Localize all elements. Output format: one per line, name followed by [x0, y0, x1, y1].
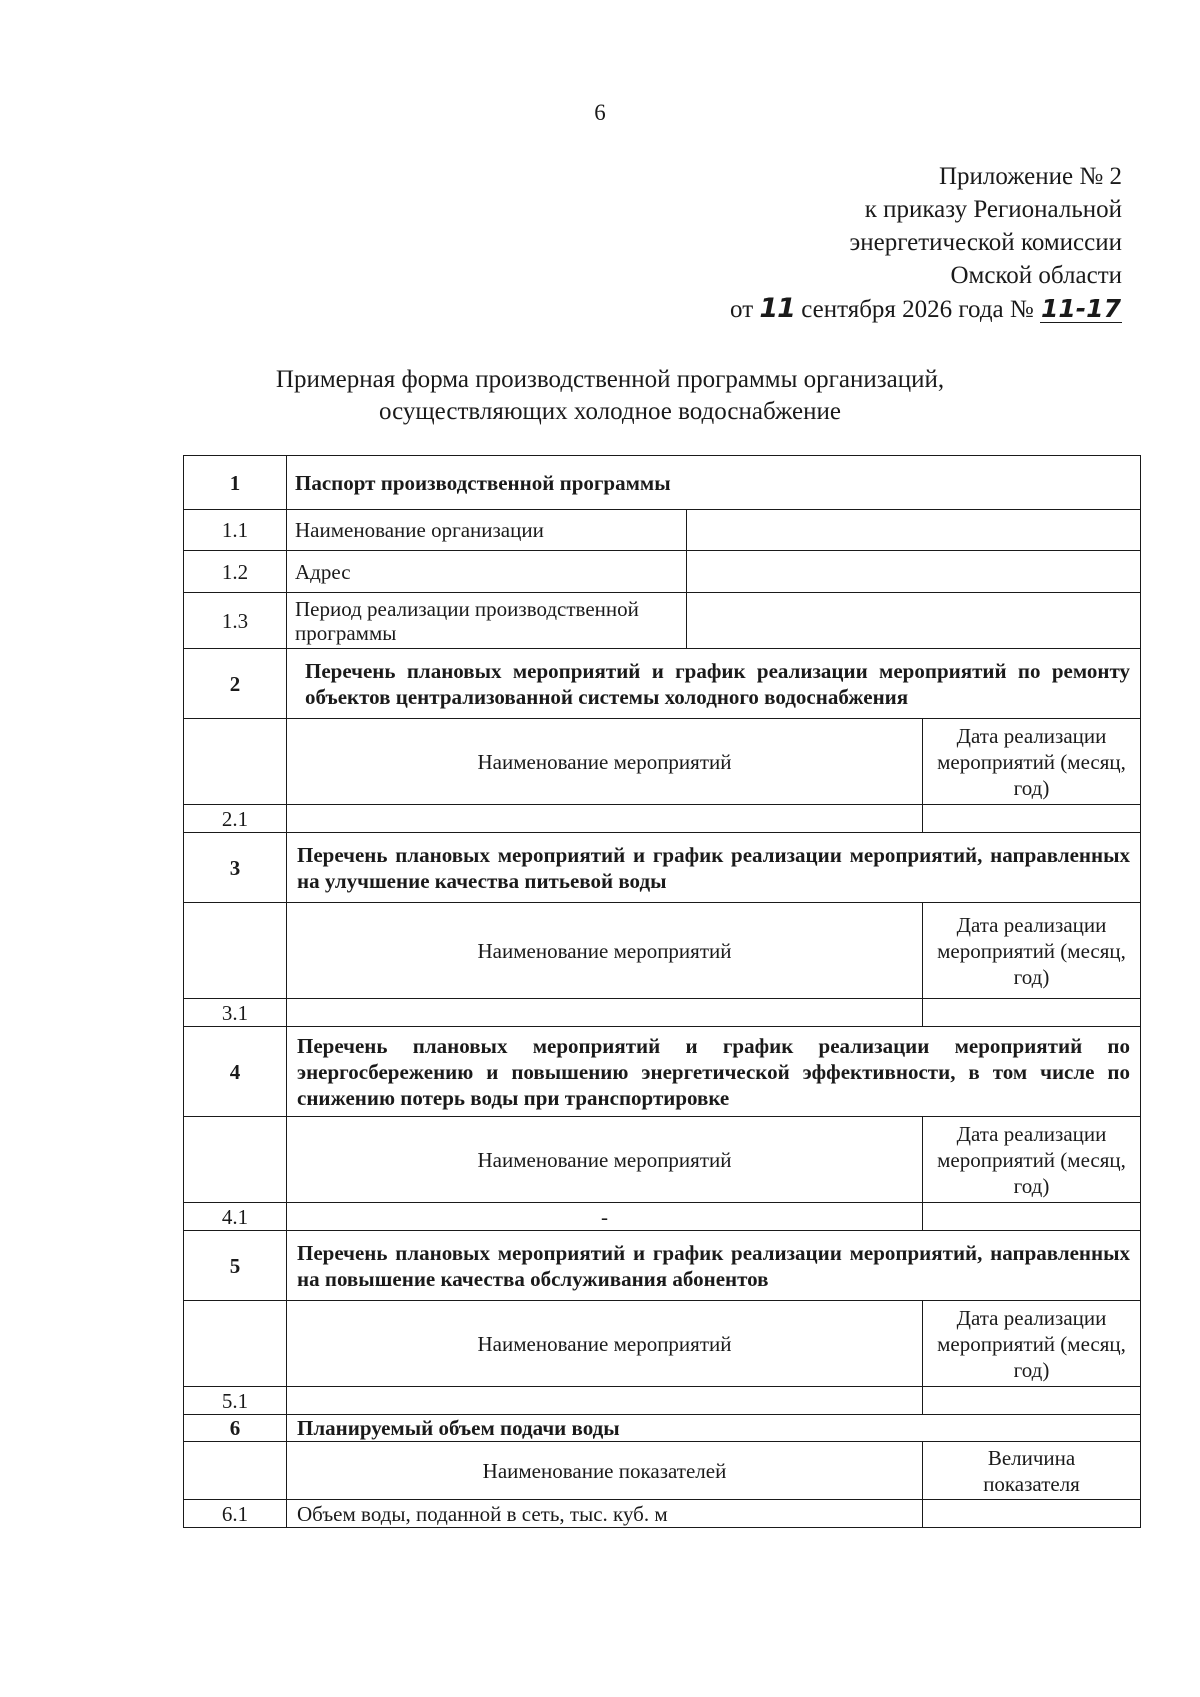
- column-header-row: [184, 1301, 1141, 1387]
- section-title: Планируемый объем подачи воды: [287, 1415, 1141, 1442]
- row-number: 5.1: [184, 1387, 287, 1415]
- appendix-date-line: [730, 292, 1122, 326]
- section-5-row: [184, 1231, 1141, 1301]
- table-row: [184, 551, 1141, 593]
- section-title: Перечень плановых мероприятий и график реализации мероприятий по энергосбережению и повышению энергетической эффективности, в том числе по снижению потерь воды при транспортировке: [287, 1027, 1141, 1117]
- empty-number-cell: [184, 719, 287, 805]
- column-header-date: Дата реализации мероприятий (месяц, год): [923, 1117, 1141, 1203]
- table-row: [184, 510, 1141, 551]
- row-name-cell: -: [287, 1203, 923, 1231]
- empty-number-cell: [184, 903, 287, 999]
- row-label: Наименование организации: [287, 510, 687, 551]
- row-date-cell: [923, 1203, 1141, 1231]
- column-header-row: [184, 1442, 1141, 1500]
- empty-number-cell: [184, 1301, 287, 1387]
- row-value-cell: [687, 510, 1141, 551]
- column-header-name: Наименование мероприятий: [287, 719, 923, 805]
- section-2-row: [184, 649, 1141, 719]
- table-row: [184, 1203, 1141, 1231]
- handwritten-day: 11: [759, 293, 795, 324]
- section-title: Перечень плановых мероприятий и график реализации мероприятий, направленных на повышение качества обслуживания абонентов: [287, 1231, 1141, 1301]
- table-row: [184, 999, 1141, 1027]
- column-header-date: Дата реализации мероприятий (месяц, год): [923, 903, 1141, 999]
- column-header-date: Дата реализации мероприятий (месяц, год): [923, 719, 1141, 805]
- row-number: 2.1: [184, 805, 287, 833]
- section-3-row: [184, 833, 1141, 903]
- row-date-cell: [923, 999, 1141, 1027]
- row-number: 4.1: [184, 1203, 287, 1231]
- column-header-value: Величина показателя: [923, 1442, 1141, 1500]
- row-label: Адрес: [287, 551, 687, 593]
- row-label: Период реализации производственной программы: [287, 593, 687, 649]
- row-number: 1.1: [184, 510, 287, 551]
- empty-number-cell: [184, 1117, 287, 1203]
- row-name-cell: [287, 805, 923, 833]
- section-number: 5: [184, 1231, 287, 1301]
- column-header-name: Наименование мероприятий: [287, 903, 923, 999]
- appendix-line-4: Омской области: [950, 262, 1122, 289]
- appendix-line-1: Приложение № 2: [938, 163, 1122, 190]
- row-number: 6.1: [184, 1500, 287, 1528]
- table-row: [184, 805, 1141, 833]
- table-row: [184, 593, 1141, 649]
- section-number: 4: [184, 1027, 287, 1117]
- column-header-name: Наименование мероприятий: [287, 1301, 923, 1387]
- row-date-cell: [923, 1387, 1141, 1415]
- column-header-row: [184, 719, 1141, 805]
- row-name-cell: [287, 999, 923, 1027]
- table-row: [184, 1387, 1141, 1415]
- table-row: [184, 1500, 1141, 1528]
- page-number: 6: [594, 100, 606, 125]
- section-number: 2: [184, 649, 287, 719]
- column-header-row: [184, 1117, 1141, 1203]
- appendix-header: [730, 160, 1122, 326]
- row-number: 1.2: [184, 551, 287, 593]
- handwritten-order-number: 11-17: [1041, 294, 1121, 323]
- section-number: 1: [184, 456, 287, 510]
- section-1-row: [184, 456, 1141, 510]
- row-name-cell: [287, 1387, 923, 1415]
- form-title-line-1: Примерная форма производственной программы организаций,: [275, 366, 945, 393]
- form-title-line-2: осуществляющих холодное водоснабжение: [379, 398, 841, 425]
- row-value-cell: [687, 593, 1141, 649]
- row-number: 1.3: [184, 593, 287, 649]
- row-value-cell: [923, 1500, 1141, 1528]
- production-program-table: [183, 455, 1141, 1528]
- appendix-line-3: энергетической комиссии: [849, 229, 1122, 256]
- section-6-row: [184, 1415, 1141, 1442]
- column-header-name: Наименование мероприятий: [287, 1117, 923, 1203]
- row-value-cell: [687, 551, 1141, 593]
- column-header-row: [184, 903, 1141, 999]
- row-number: 3.1: [184, 999, 287, 1027]
- section-title: Паспорт производственной программы: [287, 456, 1141, 510]
- row-name-cell: Объем воды, поданной в сеть, тыс. куб. м: [287, 1500, 923, 1528]
- column-header-date: Дата реализации мероприятий (месяц, год): [923, 1301, 1141, 1387]
- form-title: [0, 364, 1200, 428]
- date-prefix: от: [730, 296, 754, 323]
- section-4-row: [184, 1027, 1141, 1117]
- date-rest: сентября 2026 года №: [801, 296, 1034, 323]
- section-number: 3: [184, 833, 287, 903]
- column-header-name: Наименование показателей: [287, 1442, 923, 1500]
- section-title: Перечень плановых мероприятий и график реализации мероприятий по ремонту объектов централизованной системы холодного водоснабжения: [287, 649, 1141, 719]
- section-number: 6: [184, 1415, 287, 1442]
- appendix-line-2: к приказу Региональной: [864, 196, 1122, 223]
- empty-number-cell: [184, 1442, 287, 1500]
- row-date-cell: [923, 805, 1141, 833]
- section-title: Перечень плановых мероприятий и график реализации мероприятий, направленных на улучшение качества питьевой воды: [287, 833, 1141, 903]
